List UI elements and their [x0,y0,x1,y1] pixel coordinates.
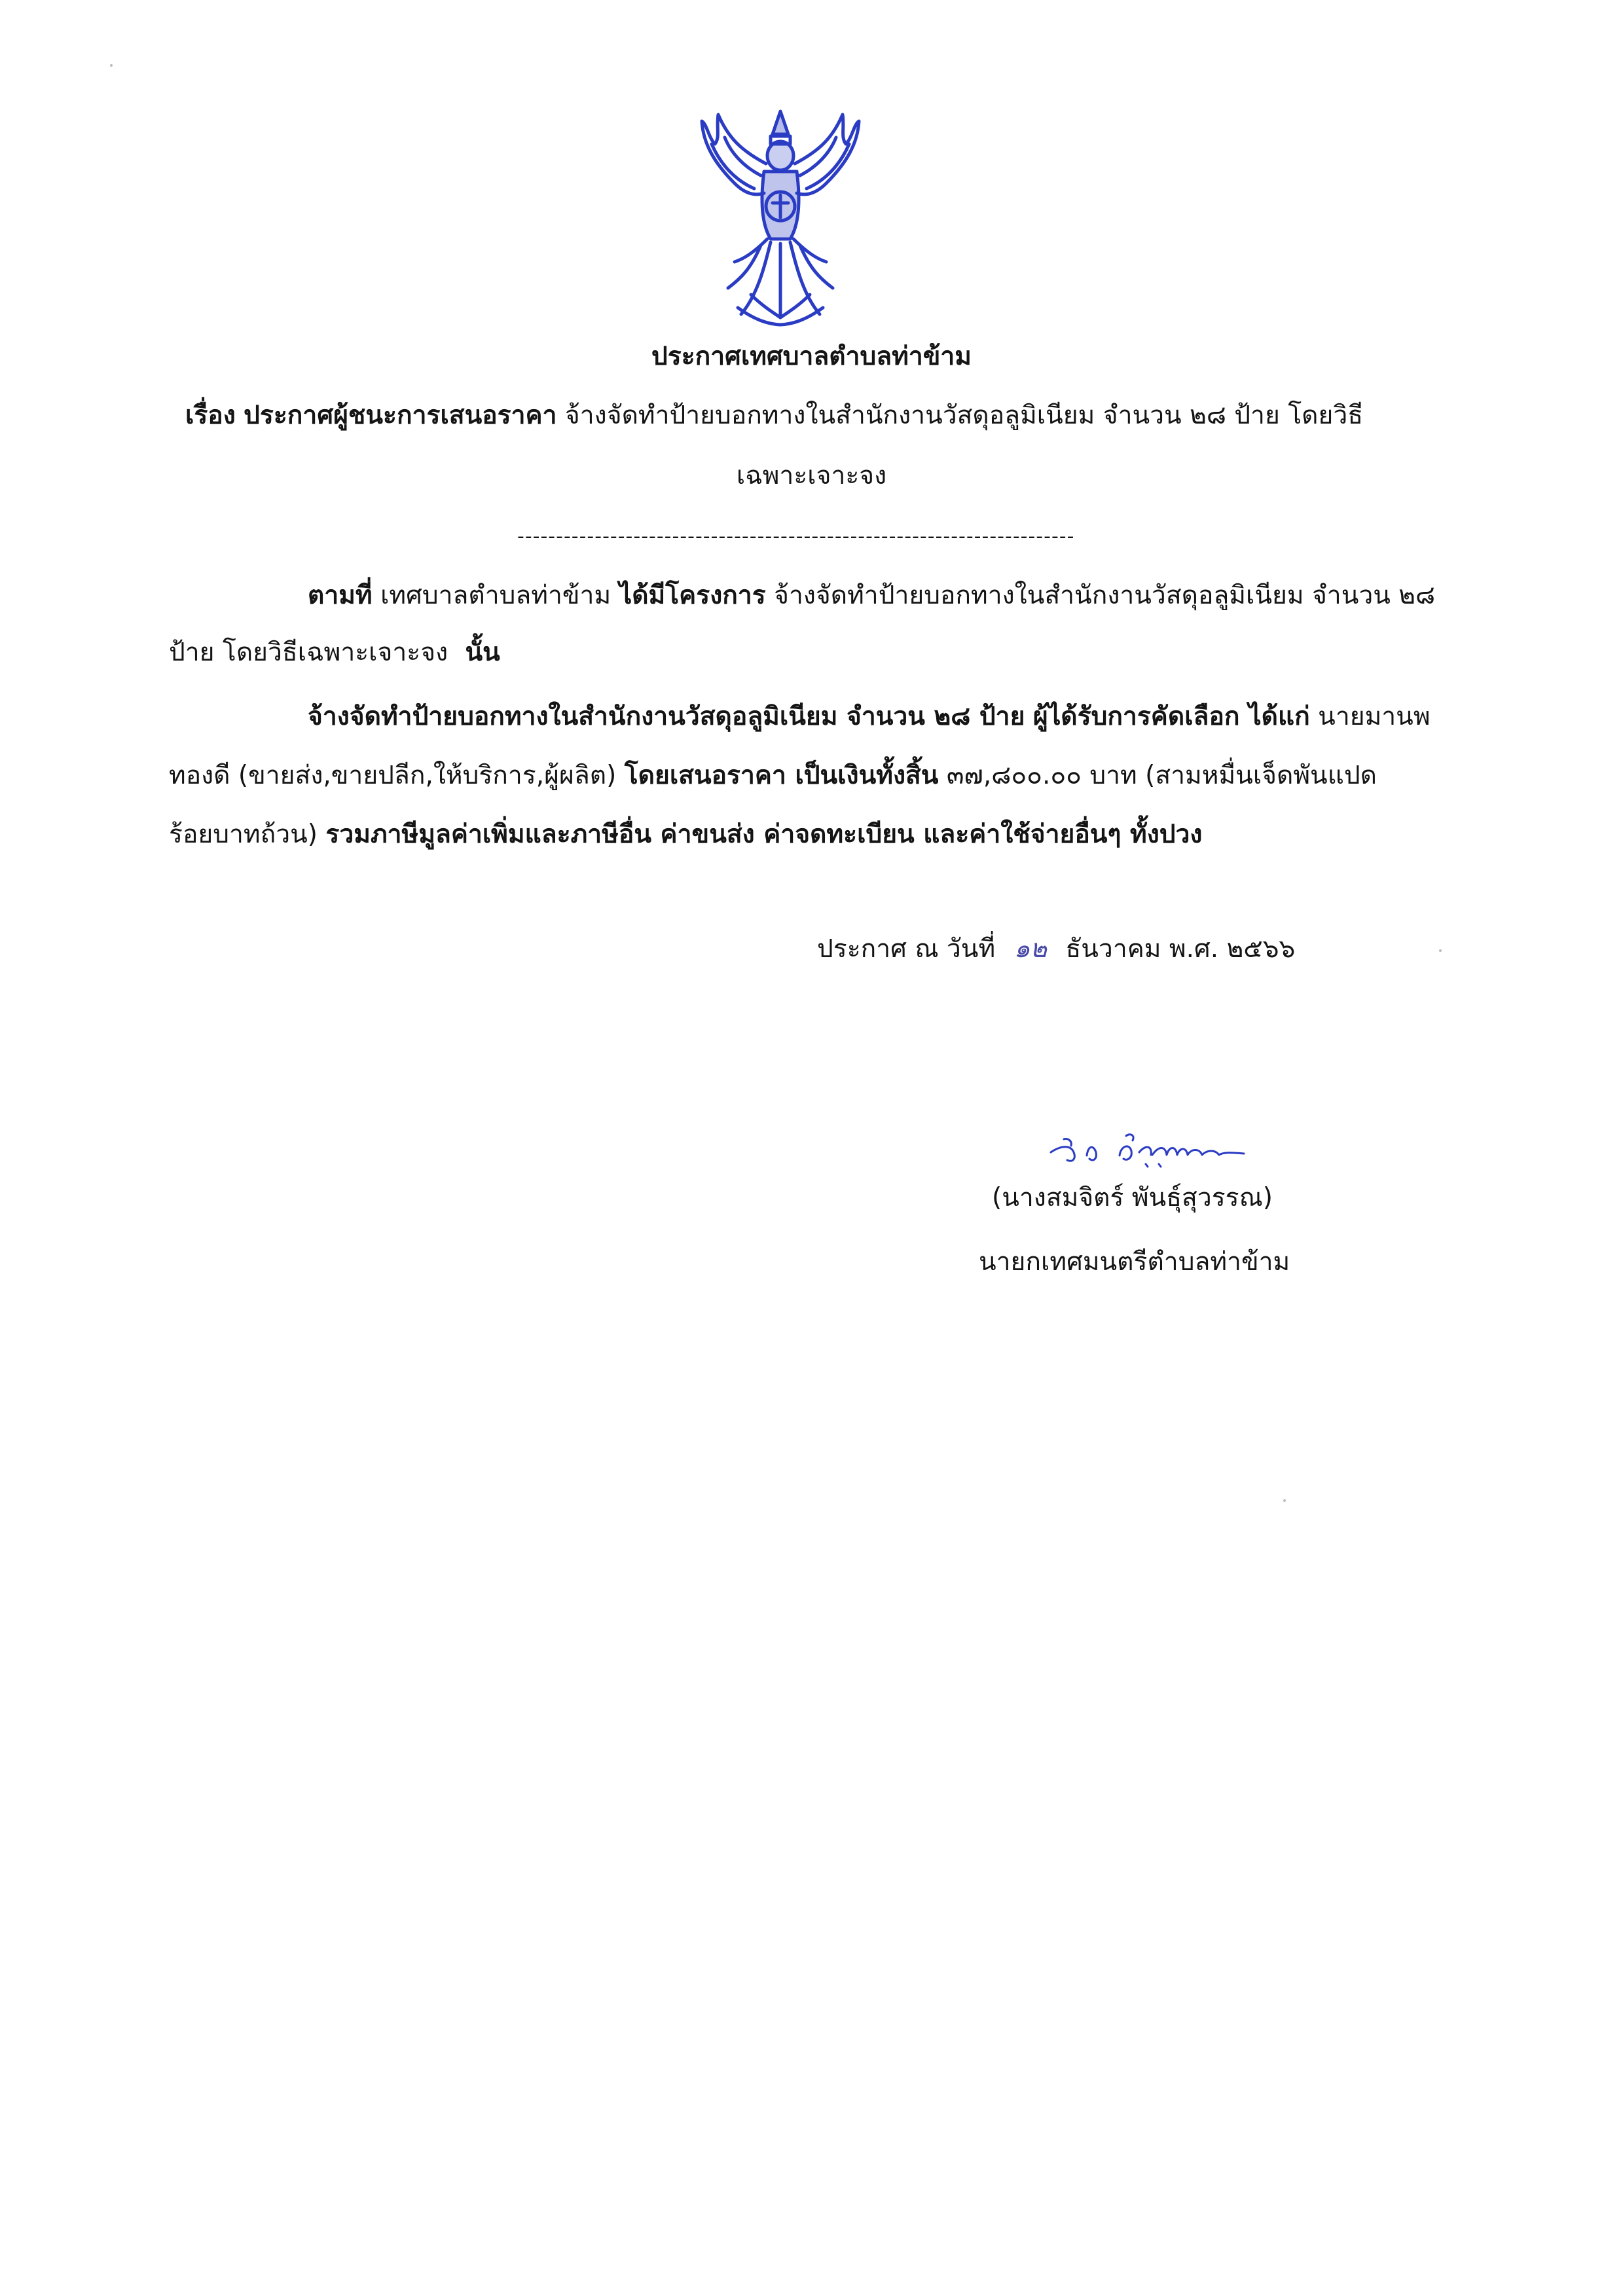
paragraph-2-line-3 [169,815,1202,854]
date-prefix: ประกาศ ณ วันที่ [817,934,996,964]
signer-name: (นางสมจิตร์ พันธุ์สุวรรณ) [992,1183,1273,1212]
garuda-emblem-icon [689,98,872,327]
offer-amount: ๓๗,๘๐๐.๐๐ บาท (สามหมื่นเจ็ดพันแปด [946,761,1377,790]
announcement-title: ประกาศเทศบาลตำบลท่าข้าม [651,342,972,371]
separator-line: ------------------------------------------------------------------------ [517,525,1075,548]
includes-text: รวมภาษีมูลค่าเพิ่มและภาษีอื่น ค่าขนส่ง ค่าจดทะเบียน และค่าใช้จ่ายอื่นๆ ทั้งปวง [325,820,1203,849]
date-day: ๑๒ [1013,934,1048,964]
scan-speck [1283,1499,1286,1502]
handwritten-signature [1048,1126,1264,1172]
selected-label: ผู้ได้รับการคัดเลือก ได้แก่ [1032,702,1310,731]
paragraph-1-line-2 [169,633,500,672]
agency-name: เทศบาลตำบลท่าข้าม [380,581,611,610]
paragraph-1-line-1 [308,576,1435,615]
paragraph-2-line-1 [308,697,1431,737]
winner-name: นายมานพ [1318,702,1431,731]
subject-bold: ประกาศผู้ชนะการเสนอราคา [244,401,557,430]
subject-line-1 [185,396,1363,435]
subject-label: เรื่อง [185,401,236,430]
date-rest: ธันวาคม พ.ศ. ๒๕๖๖ [1065,934,1296,964]
project-name: จ้างจัดทำป้ายบอกทางในสำนักงานวัสดุอลูมิเนียม จำนวน ๒๘ [774,581,1436,610]
signer-position: นายกเทศมนตรีตำบลท่าข้าม [979,1247,1290,1277]
offer-amount-cont: ร้อยบาทถ้วน) [169,820,318,849]
winner-name-cont: ทองดี (ขายส่ง,ขายปลีก,ให้บริการ,ผู้ผลิต) [169,761,617,790]
scan-speck [110,64,113,67]
paragraph-2-line-2 [169,756,1377,795]
lead-word: ตามที่ [308,581,373,610]
paragraph-end: นั้น [465,638,500,667]
announcement-date [817,930,1295,969]
scan-speck [1439,949,1442,952]
project-name-cont: ป้าย โดยวิธีเฉพาะเจาะจง [169,638,448,667]
subject-line-2: เฉพาะเจาะจง [736,461,887,490]
subject-rest: จ้างจัดทำป้ายบอกทางในสำนักงานวัสดุอลูมิเนียม จำนวน ๒๘ ป้าย โดยวิธี [564,401,1364,430]
project-bold: จ้างจัดทำป้ายบอกทางในสำนักงานวัสดุอลูมิเนียม จำนวน ๒๘ ป้าย [308,702,1025,731]
has-project: ได้มีโครงการ [619,581,766,610]
offer-label: โดยเสนอราคา เป็นเงินทั้งสิ้น [624,761,939,790]
